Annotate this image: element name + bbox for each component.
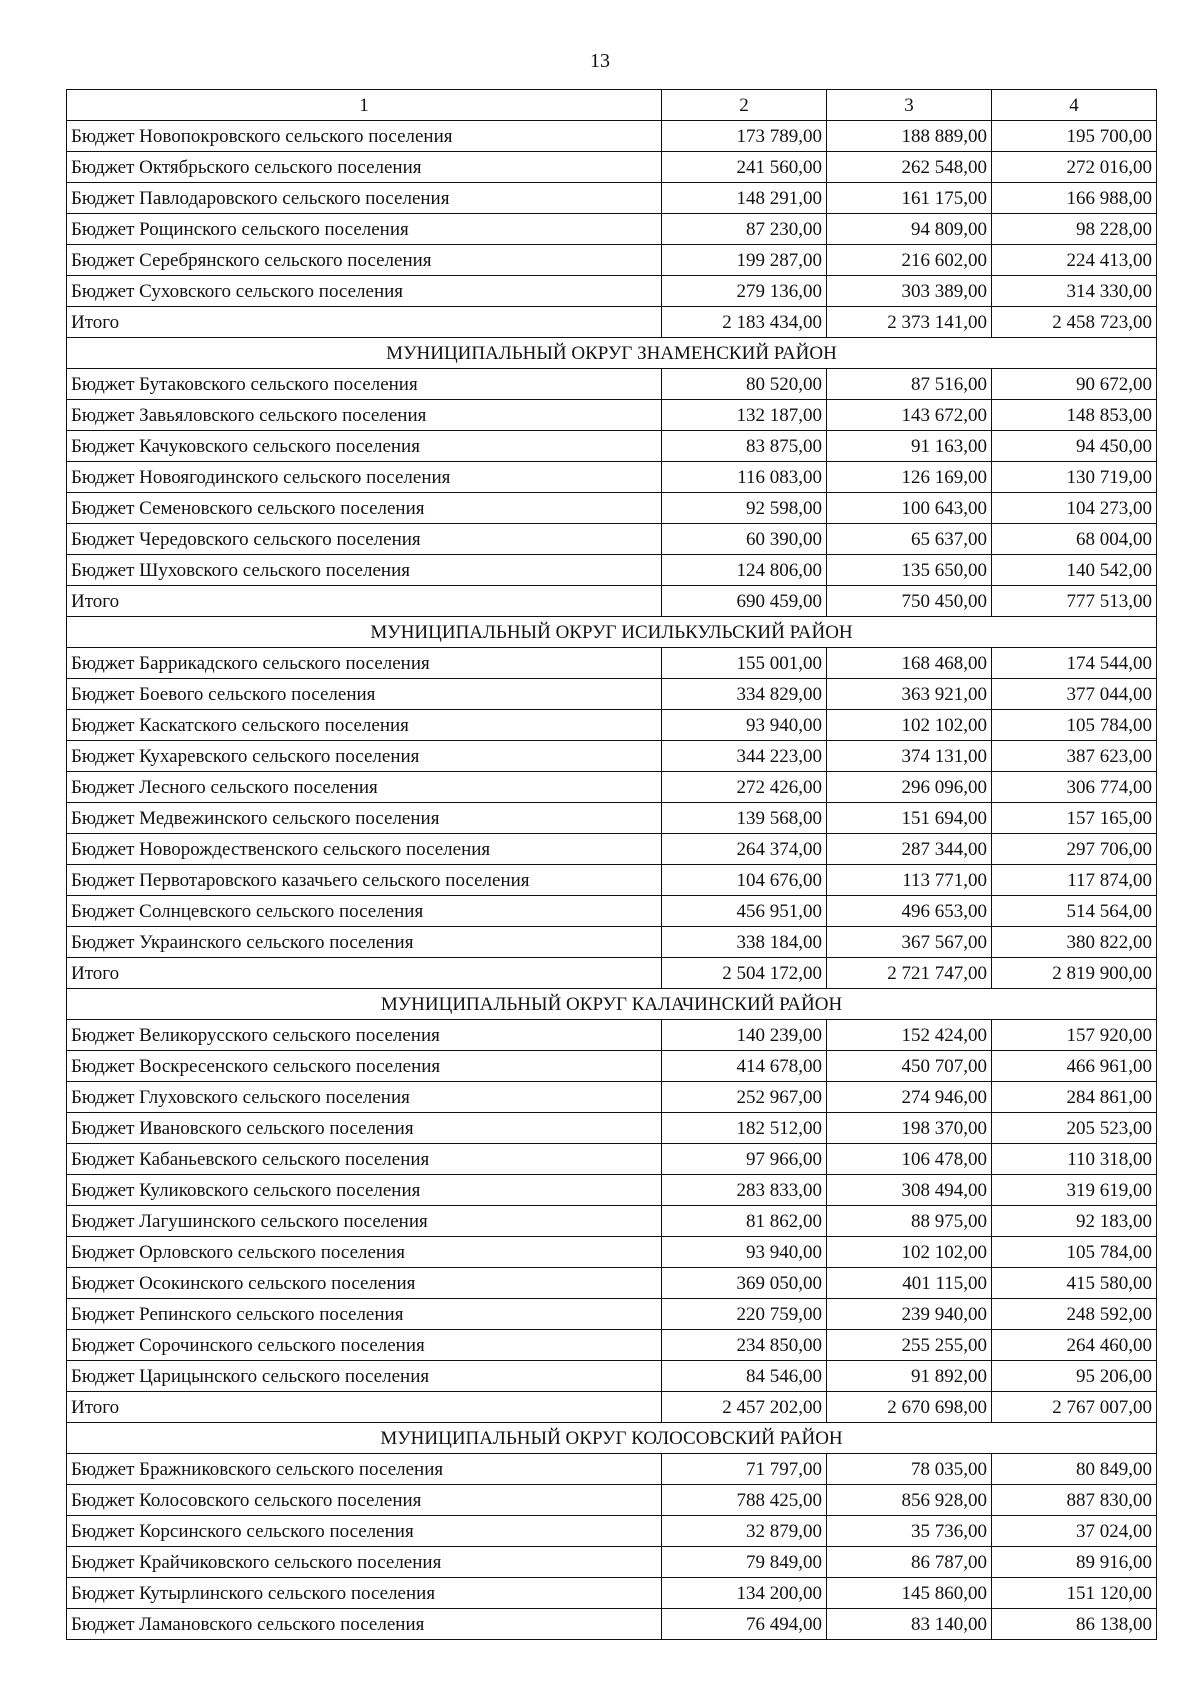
value-col3-cell: 401 115,00 <box>827 1268 992 1299</box>
value-col3-cell: 750 450,00 <box>827 586 992 617</box>
value-col2-cell: 76 494,00 <box>662 1609 827 1640</box>
table-row <box>67 1485 1157 1516</box>
settlement-name-cell: Бюджет Солнцевского сельского поселения <box>67 896 662 927</box>
value-col2-cell: 2 183 434,00 <box>662 307 827 338</box>
table-row <box>67 1578 1157 1609</box>
value-col2-cell: 155 001,00 <box>662 648 827 679</box>
value-col2-cell: 234 850,00 <box>662 1330 827 1361</box>
value-col4-cell: 140 542,00 <box>992 555 1157 586</box>
table-row <box>67 1144 1157 1175</box>
value-col4-cell: 415 580,00 <box>992 1268 1157 1299</box>
value-col4-cell: 887 830,00 <box>992 1485 1157 1516</box>
settlement-name-cell: Бюджет Серебрянского сельского поселения <box>67 245 662 276</box>
table-row <box>67 1547 1157 1578</box>
column-header: 1 <box>67 90 662 121</box>
settlement-name-cell: Бюджет Репинского сельского поселения <box>67 1299 662 1330</box>
table-row <box>67 865 1157 896</box>
value-col2-cell: 338 184,00 <box>662 927 827 958</box>
value-col4-cell: 90 672,00 <box>992 369 1157 400</box>
settlement-name-cell: Бюджет Кутырлинского сельского поселения <box>67 1578 662 1609</box>
value-col2-cell: 272 426,00 <box>662 772 827 803</box>
table-row <box>67 369 1157 400</box>
settlement-name-cell: Бюджет Шуховского сельского поселения <box>67 555 662 586</box>
total-row <box>67 586 1157 617</box>
value-col3-cell: 496 653,00 <box>827 896 992 927</box>
settlement-name-cell: Бюджет Великорусского сельского поселения <box>67 1020 662 1051</box>
value-col2-cell: 456 951,00 <box>662 896 827 927</box>
value-col4-cell: 297 706,00 <box>992 834 1157 865</box>
value-col3-cell: 65 637,00 <box>827 524 992 555</box>
value-col4-cell: 248 592,00 <box>992 1299 1157 1330</box>
value-col3-cell: 856 928,00 <box>827 1485 992 1516</box>
table-row <box>67 1113 1157 1144</box>
table-row <box>67 245 1157 276</box>
value-col3-cell: 255 255,00 <box>827 1330 992 1361</box>
value-col4-cell: 94 450,00 <box>992 431 1157 462</box>
settlement-name-cell: Бюджет Новопокровского сельского поселения <box>67 121 662 152</box>
value-col3-cell: 296 096,00 <box>827 772 992 803</box>
value-col3-cell: 2 670 698,00 <box>827 1392 992 1423</box>
settlement-name-cell: Бюджет Новорождественского сельского поселения <box>67 834 662 865</box>
value-col3-cell: 363 921,00 <box>827 679 992 710</box>
value-col3-cell: 78 035,00 <box>827 1454 992 1485</box>
value-col3-cell: 94 809,00 <box>827 214 992 245</box>
page-number: 13 <box>590 50 610 72</box>
value-col4-cell: 105 784,00 <box>992 710 1157 741</box>
settlement-name-cell: Бюджет Украинского сельского поселения <box>67 927 662 958</box>
settlement-name-cell: Бюджет Баррикадского сельского поселения <box>67 648 662 679</box>
value-col2-cell: 60 390,00 <box>662 524 827 555</box>
value-col3-cell: 102 102,00 <box>827 1237 992 1268</box>
value-col2-cell: 116 083,00 <box>662 462 827 493</box>
table-row <box>67 1609 1157 1640</box>
value-col2-cell: 252 967,00 <box>662 1082 827 1113</box>
settlement-name-cell: Бюджет Павлодаровского сельского поселения <box>67 183 662 214</box>
value-col4-cell: 314 330,00 <box>992 276 1157 307</box>
value-col2-cell: 132 187,00 <box>662 400 827 431</box>
value-col4-cell: 306 774,00 <box>992 772 1157 803</box>
column-header: 3 <box>827 90 992 121</box>
table-row <box>67 1082 1157 1113</box>
value-col3-cell: 135 650,00 <box>827 555 992 586</box>
table-row <box>67 183 1157 214</box>
value-col3-cell: 86 787,00 <box>827 1547 992 1578</box>
table-row <box>67 1299 1157 1330</box>
value-col3-cell: 88 975,00 <box>827 1206 992 1237</box>
table-row <box>67 1516 1157 1547</box>
value-col2-cell: 87 230,00 <box>662 214 827 245</box>
value-col2-cell: 104 676,00 <box>662 865 827 896</box>
table-row <box>67 524 1157 555</box>
value-col2-cell: 199 287,00 <box>662 245 827 276</box>
value-col3-cell: 102 102,00 <box>827 710 992 741</box>
value-col2-cell: 148 291,00 <box>662 183 827 214</box>
table-row <box>67 1361 1157 1392</box>
column-header: 2 <box>662 90 827 121</box>
settlement-name-cell: Бюджет Кабаньевского сельского поселения <box>67 1144 662 1175</box>
value-col4-cell: 377 044,00 <box>992 679 1157 710</box>
value-col4-cell: 68 004,00 <box>992 524 1157 555</box>
table-row <box>67 772 1157 803</box>
value-col3-cell: 216 602,00 <box>827 245 992 276</box>
value-col3-cell: 35 736,00 <box>827 1516 992 1547</box>
value-col4-cell: 104 273,00 <box>992 493 1157 524</box>
value-col3-cell: 143 672,00 <box>827 400 992 431</box>
settlement-name-cell: Бюджет Бутаковского сельского поселения <box>67 369 662 400</box>
value-col4-cell: 157 165,00 <box>992 803 1157 834</box>
value-col2-cell: 283 833,00 <box>662 1175 827 1206</box>
value-col2-cell: 134 200,00 <box>662 1578 827 1609</box>
settlement-name-cell: Бюджет Чередовского сельского поселения <box>67 524 662 555</box>
table-row <box>67 1268 1157 1299</box>
budget-table <box>66 89 1157 1640</box>
value-col3-cell: 83 140,00 <box>827 1609 992 1640</box>
value-col4-cell: 195 700,00 <box>992 121 1157 152</box>
total-row <box>67 1392 1157 1423</box>
settlement-name-cell: Бюджет Каскатского сельского поселения <box>67 710 662 741</box>
table-row <box>67 648 1157 679</box>
settlement-name-cell: Бюджет Суховского сельского поселения <box>67 276 662 307</box>
value-col4-cell: 148 853,00 <box>992 400 1157 431</box>
total-row <box>67 307 1157 338</box>
value-col3-cell: 308 494,00 <box>827 1175 992 1206</box>
table-row <box>67 1051 1157 1082</box>
table-row <box>67 679 1157 710</box>
value-col3-cell: 126 169,00 <box>827 462 992 493</box>
value-col3-cell: 161 175,00 <box>827 183 992 214</box>
value-col2-cell: 788 425,00 <box>662 1485 827 1516</box>
table-row <box>67 741 1157 772</box>
value-col2-cell: 690 459,00 <box>662 586 827 617</box>
settlement-name-cell: Бюджет Новоягодинского сельского поселения <box>67 462 662 493</box>
value-col2-cell: 80 520,00 <box>662 369 827 400</box>
settlement-name-cell: Бюджет Колосовского сельского поселения <box>67 1485 662 1516</box>
value-col3-cell: 287 344,00 <box>827 834 992 865</box>
total-row <box>67 958 1157 989</box>
value-col3-cell: 152 424,00 <box>827 1020 992 1051</box>
table-row <box>67 462 1157 493</box>
settlement-name-cell: Бюджет Завьяловского сельского поселения <box>67 400 662 431</box>
value-col4-cell: 205 523,00 <box>992 1113 1157 1144</box>
settlement-name-cell: Итого <box>67 1392 662 1423</box>
value-col2-cell: 173 789,00 <box>662 121 827 152</box>
table-row <box>67 1175 1157 1206</box>
value-col4-cell: 466 961,00 <box>992 1051 1157 1082</box>
value-col4-cell: 514 564,00 <box>992 896 1157 927</box>
value-col4-cell: 2 458 723,00 <box>992 307 1157 338</box>
value-col2-cell: 2 457 202,00 <box>662 1392 827 1423</box>
table-row <box>67 276 1157 307</box>
settlement-name-cell: Бюджет Рощинского сельского поселения <box>67 214 662 245</box>
settlement-name-cell: Итого <box>67 307 662 338</box>
value-col4-cell: 98 228,00 <box>992 214 1157 245</box>
settlement-name-cell: Бюджет Куликовского сельского поселения <box>67 1175 662 1206</box>
value-col2-cell: 344 223,00 <box>662 741 827 772</box>
table-row <box>67 896 1157 927</box>
settlement-name-cell: Бюджет Осокинского сельского поселения <box>67 1268 662 1299</box>
table-row <box>67 1454 1157 1485</box>
value-col4-cell: 387 623,00 <box>992 741 1157 772</box>
value-col3-cell: 100 643,00 <box>827 493 992 524</box>
value-col3-cell: 106 478,00 <box>827 1144 992 1175</box>
value-col2-cell: 92 598,00 <box>662 493 827 524</box>
value-col4-cell: 166 988,00 <box>992 183 1157 214</box>
value-col2-cell: 139 568,00 <box>662 803 827 834</box>
value-col2-cell: 369 050,00 <box>662 1268 827 1299</box>
settlement-name-cell: Бюджет Кухаревского сельского поселения <box>67 741 662 772</box>
value-col4-cell: 157 920,00 <box>992 1020 1157 1051</box>
value-col3-cell: 87 516,00 <box>827 369 992 400</box>
section-title: МУНИЦИПАЛЬНЫЙ ОКРУГ КОЛОСОВСКИЙ РАЙОН <box>67 1423 1157 1454</box>
value-col3-cell: 450 707,00 <box>827 1051 992 1082</box>
value-col4-cell: 151 120,00 <box>992 1578 1157 1609</box>
value-col4-cell: 777 513,00 <box>992 586 1157 617</box>
settlement-name-cell: Бюджет Семеновского сельского поселения <box>67 493 662 524</box>
table-row <box>67 214 1157 245</box>
settlement-name-cell: Бюджет Крайчиковского сельского поселения <box>67 1547 662 1578</box>
value-col4-cell: 319 619,00 <box>992 1175 1157 1206</box>
table-row <box>67 493 1157 524</box>
table-row <box>67 152 1157 183</box>
value-col2-cell: 84 546,00 <box>662 1361 827 1392</box>
value-col2-cell: 97 966,00 <box>662 1144 827 1175</box>
table-row <box>67 1330 1157 1361</box>
header-row <box>67 90 1157 121</box>
value-col3-cell: 113 771,00 <box>827 865 992 896</box>
table-row <box>67 1020 1157 1051</box>
value-col2-cell: 140 239,00 <box>662 1020 827 1051</box>
table-row <box>67 400 1157 431</box>
value-col3-cell: 374 131,00 <box>827 741 992 772</box>
value-col4-cell: 174 544,00 <box>992 648 1157 679</box>
section-title: МУНИЦИПАЛЬНЫЙ ОКРУГ КАЛАЧИНСКИЙ РАЙОН <box>67 989 1157 1020</box>
table-row <box>67 834 1157 865</box>
value-col2-cell: 71 797,00 <box>662 1454 827 1485</box>
settlement-name-cell: Бюджет Лесного сельского поселения <box>67 772 662 803</box>
settlement-name-cell: Бюджет Медвежинского сельского поселения <box>67 803 662 834</box>
value-col4-cell: 2 819 900,00 <box>992 958 1157 989</box>
value-col4-cell: 95 206,00 <box>992 1361 1157 1392</box>
table-row <box>67 121 1157 152</box>
settlement-name-cell: Бюджет Октябрьского сельского поселения <box>67 152 662 183</box>
value-col4-cell: 224 413,00 <box>992 245 1157 276</box>
settlement-name-cell: Бюджет Царицынского сельского поселения <box>67 1361 662 1392</box>
section-title: МУНИЦИПАЛЬНЫЙ ОКРУГ ЗНАМЕНСКИЙ РАЙОН <box>67 338 1157 369</box>
settlement-name-cell: Бюджет Первотаровского казачьего сельского поселения <box>67 865 662 896</box>
section-row <box>67 617 1157 648</box>
settlement-name-cell: Бюджет Качуковского сельского поселения <box>67 431 662 462</box>
value-col4-cell: 117 874,00 <box>992 865 1157 896</box>
value-col2-cell: 93 940,00 <box>662 1237 827 1268</box>
table-row <box>67 1237 1157 1268</box>
value-col2-cell: 79 849,00 <box>662 1547 827 1578</box>
value-col3-cell: 198 370,00 <box>827 1113 992 1144</box>
value-col3-cell: 303 389,00 <box>827 276 992 307</box>
value-col4-cell: 92 183,00 <box>992 1206 1157 1237</box>
value-col4-cell: 284 861,00 <box>992 1082 1157 1113</box>
value-col4-cell: 110 318,00 <box>992 1144 1157 1175</box>
value-col3-cell: 91 892,00 <box>827 1361 992 1392</box>
table-row <box>67 431 1157 462</box>
value-col2-cell: 83 875,00 <box>662 431 827 462</box>
value-col3-cell: 239 940,00 <box>827 1299 992 1330</box>
column-header: 4 <box>992 90 1157 121</box>
value-col4-cell: 89 916,00 <box>992 1547 1157 1578</box>
settlement-name-cell: Бюджет Орловского сельского поселения <box>67 1237 662 1268</box>
table-row <box>67 1206 1157 1237</box>
value-col2-cell: 81 862,00 <box>662 1206 827 1237</box>
value-col4-cell: 105 784,00 <box>992 1237 1157 1268</box>
table-row <box>67 803 1157 834</box>
settlement-name-cell: Бюджет Бражниковского сельского поселения <box>67 1454 662 1485</box>
table-row <box>67 710 1157 741</box>
section-row <box>67 989 1157 1020</box>
value-col2-cell: 32 879,00 <box>662 1516 827 1547</box>
value-col4-cell: 272 016,00 <box>992 152 1157 183</box>
table-row <box>67 927 1157 958</box>
value-col3-cell: 367 567,00 <box>827 927 992 958</box>
value-col2-cell: 334 829,00 <box>662 679 827 710</box>
settlement-name-cell: Бюджет Воскресенского сельского поселения <box>67 1051 662 1082</box>
value-col4-cell: 2 767 007,00 <box>992 1392 1157 1423</box>
settlement-name-cell: Бюджет Сорочинского сельского поселения <box>67 1330 662 1361</box>
value-col2-cell: 93 940,00 <box>662 710 827 741</box>
value-col4-cell: 80 849,00 <box>992 1454 1157 1485</box>
settlement-name-cell: Бюджет Корсинского сельского поселения <box>67 1516 662 1547</box>
settlement-name-cell: Бюджет Лагушинского сельского поселения <box>67 1206 662 1237</box>
value-col4-cell: 37 024,00 <box>992 1516 1157 1547</box>
value-col2-cell: 264 374,00 <box>662 834 827 865</box>
section-row <box>67 338 1157 369</box>
value-col3-cell: 145 860,00 <box>827 1578 992 1609</box>
value-col3-cell: 2 373 141,00 <box>827 307 992 338</box>
table-row <box>67 555 1157 586</box>
value-col2-cell: 241 560,00 <box>662 152 827 183</box>
settlement-name-cell: Бюджет Ламановского сельского поселения <box>67 1609 662 1640</box>
value-col4-cell: 86 138,00 <box>992 1609 1157 1640</box>
value-col3-cell: 91 163,00 <box>827 431 992 462</box>
value-col4-cell: 130 719,00 <box>992 462 1157 493</box>
table-body <box>67 121 1157 1640</box>
value-col2-cell: 124 806,00 <box>662 555 827 586</box>
section-title: МУНИЦИПАЛЬНЫЙ ОКРУГ ИСИЛЬКУЛЬСКИЙ РАЙОН <box>67 617 1157 648</box>
value-col3-cell: 262 548,00 <box>827 152 992 183</box>
value-col3-cell: 168 468,00 <box>827 648 992 679</box>
value-col4-cell: 264 460,00 <box>992 1330 1157 1361</box>
value-col2-cell: 2 504 172,00 <box>662 958 827 989</box>
value-col3-cell: 188 889,00 <box>827 121 992 152</box>
value-col3-cell: 2 721 747,00 <box>827 958 992 989</box>
settlement-name-cell: Бюджет Глуховского сельского поселения <box>67 1082 662 1113</box>
section-row <box>67 1423 1157 1454</box>
settlement-name-cell: Итого <box>67 958 662 989</box>
value-col3-cell: 151 694,00 <box>827 803 992 834</box>
settlement-name-cell: Бюджет Ивановского сельского поселения <box>67 1113 662 1144</box>
value-col3-cell: 274 946,00 <box>827 1082 992 1113</box>
value-col2-cell: 279 136,00 <box>662 276 827 307</box>
settlement-name-cell: Итого <box>67 586 662 617</box>
value-col4-cell: 380 822,00 <box>992 927 1157 958</box>
value-col2-cell: 220 759,00 <box>662 1299 827 1330</box>
settlement-name-cell: Бюджет Боевого сельского поселения <box>67 679 662 710</box>
value-col2-cell: 414 678,00 <box>662 1051 827 1082</box>
value-col2-cell: 182 512,00 <box>662 1113 827 1144</box>
